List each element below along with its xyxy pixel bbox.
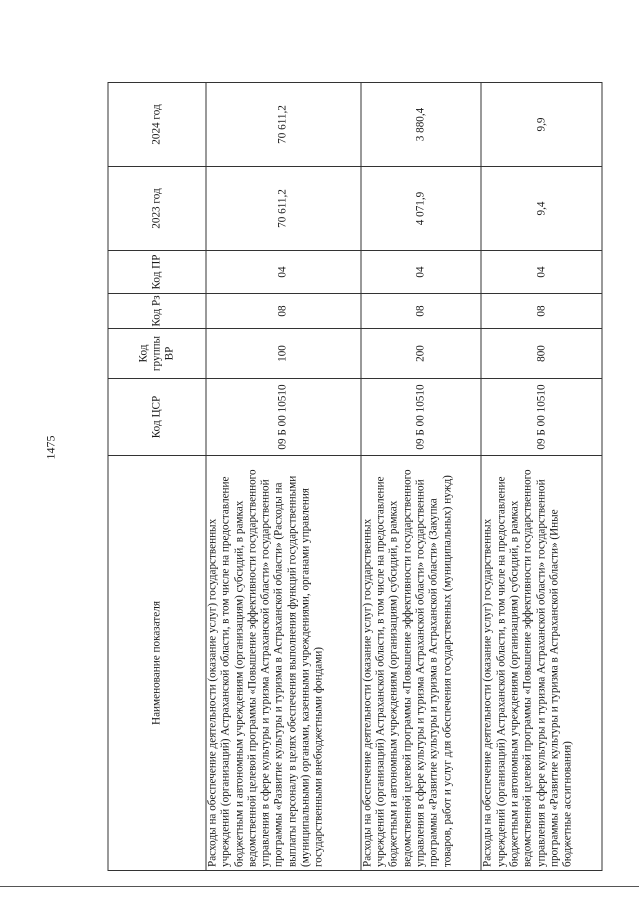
row-2023: 70 611,2 (206, 167, 361, 251)
row-vr: 200 (361, 329, 482, 379)
row-pr: 04 (361, 251, 482, 294)
row-vr: 100 (206, 329, 361, 379)
table-row (361, 83, 482, 871)
table-row (206, 83, 361, 871)
header-csr: Код ЦСР (108, 379, 206, 456)
row-2023: 4 071,9 (361, 167, 482, 251)
row-name: Расходы на обеспечение деятельности (оказание услуг) государственных учреждений (организаций) Астраханской области, в том числе на предоставление бюджетным и автономным учреждениям (организациям) субсидий, в рамках ведомственной целевой программы «Повышение эффективности государственного управления в сфере культуры и туризма Астраханской области» государственной программы «Развитие культуры и туризма в Астраханской области» (Закупка товаров, работ и услуг для обеспечения государственных (муниципальных) нужд) (361, 456, 482, 871)
row-2024: 3 880,4 (361, 83, 482, 167)
table-row (481, 83, 602, 871)
row-2024: 9,9 (481, 83, 602, 167)
header-pr: Код ПР (108, 251, 206, 294)
header-2023: 2023 год (108, 167, 206, 251)
row-csr: 09 Б 00 10510 (206, 379, 361, 456)
row-rz: 08 (361, 294, 482, 329)
header-vr: Код группы ВР (108, 329, 206, 379)
row-2024: 70 611,2 (206, 83, 361, 167)
header-rz: Код Рз (108, 294, 206, 329)
row-pr: 04 (206, 251, 361, 294)
row-pr: 04 (481, 251, 602, 294)
page-number: 1475 (43, 435, 58, 460)
row-name: Расходы на обеспечение деятельности (оказание услуг) государственных учреждений (организаций) Астраханской области, в том числе на предоставление бюджетным и автономным учреждениям (организациям) субсидий, в рамках ведомственной целевой программы «Повышение эффективности государственного управления в сфере культуры и туризма Астраханской области» государственной программы «Развитие культуры и туризма в Астраханской области» (Иные бюджетные ассигнования) (481, 456, 602, 871)
row-rz: 08 (206, 294, 361, 329)
row-csr: 09 Б 00 10510 (481, 379, 602, 456)
budget-table-rotated (108, 83, 603, 871)
table-header-row (108, 83, 206, 871)
row-name: Расходы на обеспечение деятельности (оказание услуг) государственных учреждений (организаций) Астраханской области, в том числе на предоставление бюджетным и автономным учреждениям (организациям) субсидий, в рамках ведомственной целевой программы «Повышение эффективности государственного управления в сфере культуры и туризма Астраханской области» государственной программы «Развитие культуры и туризма в Астраханской области» (Расходы на выплаты персоналу в целях обеспечения выполнения функций государственными (муниципальными) органами, казенными учреждениями, органами управления государственными внебюджетными фондами) (206, 456, 361, 871)
row-rz: 08 (481, 294, 602, 329)
header-name: Наименование показателя (108, 456, 206, 871)
row-2023: 9,4 (481, 167, 602, 251)
header-2024: 2024 год (108, 83, 206, 167)
row-vr: 800 (481, 329, 602, 379)
budget-table (108, 82, 603, 871)
row-csr: 09 Б 00 10510 (361, 379, 482, 456)
page-bottom-rule (0, 886, 639, 887)
